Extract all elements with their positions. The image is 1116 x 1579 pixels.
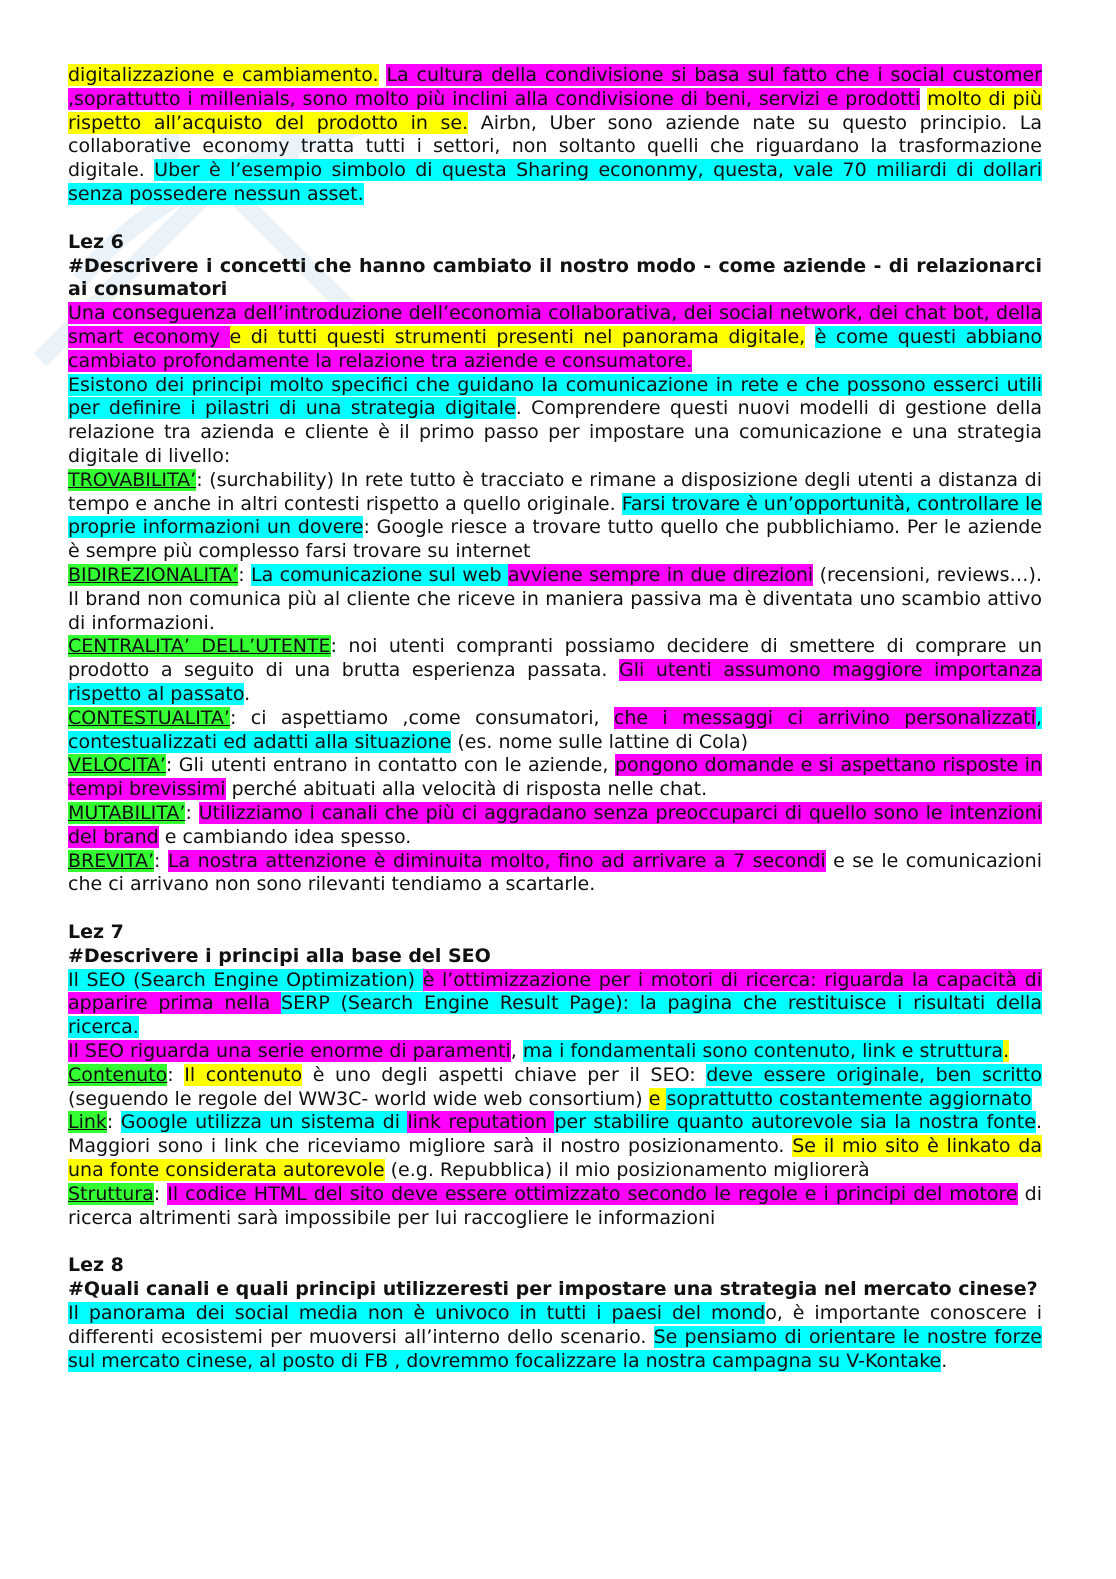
- paragraph: [68, 1040, 1042, 1064]
- highlighted-text: è come questi abbiano: [814, 325, 1042, 348]
- highlighted-text: pongono domande e si aspettano risposte in tempi brevissimi: [68, 754, 1042, 801]
- highlighted-text: La cultura della condivisione si basa sul fatto che i social customer ,soprattutto i millenials, sono molto più inclini alla condivisione di beni, servizi e prodotti: [68, 64, 1042, 110]
- keyword-label: BIDIREZIONALITA’: [68, 563, 239, 586]
- highlighted-text: rispetto al passato: [68, 682, 245, 705]
- text-run: .: [244, 682, 251, 705]
- paragraph: [68, 469, 1042, 564]
- highlighted-text: che i messaggi ci arrivino personalizzati: [613, 706, 1036, 729]
- document-page: [68, 64, 1042, 1373]
- text-run: Airbn, Uber sono aziende nate su questo principio. La collaborative economy tratta tutti i settori, non soltanto quelli che riguardano la trasformazione digitale.: [68, 111, 1042, 182]
- question-heading: #Descrivere i concetti che hanno cambiato il nostro modo - come aziende - di relazionarci ai consumatori: [68, 254, 1042, 301]
- highlighted-text: e: [648, 1087, 667, 1110]
- text-run: e cambiando idea spesso.: [158, 825, 412, 848]
- highlighted-text: Il codice HTML del sito deve essere ottimizzato secondo le regole e i principi del motore: [167, 1182, 1018, 1205]
- highlighted-text: Il panorama dei social media non è univoco in tutti i paesi del mond: [68, 1302, 766, 1325]
- keyword-label: Contenuto: [68, 1063, 168, 1086]
- highlighted-text: Gli utenti assumono maggiore importanza: [618, 659, 1043, 682]
- text-run: :: [185, 801, 199, 824]
- paragraph: [68, 1183, 1042, 1231]
- paragraph: [68, 302, 1042, 373]
- highlighted-text: Google utilizza un sistema di: [120, 1111, 408, 1134]
- section-gap: [68, 1230, 1042, 1254]
- highlighted-text: SERP (Search Engine Result Page): la pagina che restituisce i risultati della ricerca.: [68, 992, 1042, 1039]
- highlighted-text: per stabilire quanto autorevole sia la nostra fonte: [554, 1111, 1036, 1134]
- text-run: : Gli utenti entrano in contatto con le aziende,: [165, 754, 615, 777]
- paragraph: [68, 635, 1042, 706]
- question-heading: #Descrivere i principi alla base del SEO: [68, 944, 491, 967]
- highlighted-text: deve essere originale, ben scritto: [706, 1063, 1042, 1086]
- paragraph: [68, 1064, 1042, 1112]
- keyword-label: Link: [68, 1111, 107, 1134]
- text-run: e se le comunicazioni che ci arrivano non sono rilevanti tendiamo a scartarle.: [68, 849, 1042, 896]
- paragraph: [68, 850, 1042, 898]
- lesson-heading: Lez 7: [68, 921, 124, 944]
- highlighted-text: .: [1003, 1040, 1010, 1063]
- highlighted-text: soprattutto costantemente aggiornato: [666, 1087, 1032, 1110]
- text-run: :: [106, 1111, 121, 1134]
- paragraph: [68, 802, 1042, 850]
- text-run: (recensioni, reviews…). Il brand non comunica più al cliente che riceve in maniera passiva ma è diventata uno scambio attivo di informazioni.: [68, 563, 1042, 634]
- keyword-label: CENTRALITA’ DELL’UTENTE: [68, 635, 331, 658]
- lesson-heading: Lez 8: [68, 1254, 124, 1277]
- paragraph: [68, 707, 1042, 755]
- text-run: :: [153, 1182, 168, 1205]
- highlighted-text: Il SEO (Search Engine Optimization): [68, 968, 423, 991]
- highlighted-text: Il contenuto: [184, 1063, 303, 1086]
- paragraph: [68, 374, 1042, 469]
- text-run: . Maggiori sono i link che riceviamo migliore sarà il nostro posizionamento.: [68, 1111, 1042, 1158]
- highlighted-text: link reputation: [407, 1111, 555, 1134]
- paragraph: [68, 64, 1042, 207]
- highlighted-text: molto di più rispetto all’acquisto del prodotto in se.: [68, 87, 1042, 134]
- text-run: perché abituati alla velocità di risposta nelle chat.: [225, 778, 708, 801]
- paragraph: [68, 1111, 1042, 1182]
- text-run: : (surchability) In rete tutto è tracciato e rimane a disposizione degli utenti a distanza di tempo e anche in altri contesti rispetto a quello originale.: [68, 468, 1042, 515]
- highlighted-text: Uber è l’esempio simbolo di questa Sharing econonmy, questa, vale 70 miliardi di dollari senza possedere nessun asset.: [68, 159, 1042, 205]
- keyword-label: CONTESTUALITA’: [68, 706, 230, 729]
- highlighted-text: ma i fondamentali sono contenuto, link e struttura: [522, 1040, 1004, 1063]
- highlighted-text: Una conseguenza dell’introduzione dell’economia collaborativa, dei social network, dei chat bot, della smart economy: [68, 302, 1042, 348]
- paragraph: [68, 969, 1042, 1040]
- text-run: (es. nome sulle lattine di Cola): [451, 730, 749, 753]
- highlighted-text: è l’ottimizzazione per i motori di ricerca: riguarda la capacità di apparire prima nella: [68, 968, 1042, 1015]
- highlighted-text: e di tutti questi strumenti presenti nel panorama digitale,: [229, 325, 806, 348]
- text-run: ,: [510, 1040, 523, 1063]
- keyword-label: TROVABILITA’: [68, 468, 197, 491]
- paragraph: [68, 754, 1042, 802]
- text-run: .: [941, 1349, 948, 1372]
- keyword-label: MUTABILITA’: [68, 801, 186, 824]
- text-run: o, è importante conoscere i differenti ecosistemi per muoversi all’interno dello scenario.: [68, 1302, 1042, 1348]
- text-run: :: [238, 563, 252, 586]
- paragraph: [68, 564, 1042, 635]
- text-run: . Comprendere questi nuovi modelli di gestione della relazione tra azienda e cliente è il primo passo per impostare una comunicazione e una strategia digitale di livello:: [68, 397, 1042, 467]
- highlighted-text: La nostra attenzione è diminuita molto, fino ad arrivare a 7 secondi: [167, 849, 826, 872]
- paragraph: [68, 1302, 1042, 1373]
- highlighted-text: Il SEO riguarda una serie enorme di paramenti: [68, 1040, 511, 1063]
- text-run: :: [154, 849, 168, 872]
- text-run: è uno degli aspetti chiave per il SEO:: [302, 1063, 707, 1086]
- text-run: (seguendo le regole del WW3C- world wide web consortium): [68, 1087, 649, 1110]
- text-run: : ci aspettiamo ,come consumatori,: [229, 706, 614, 729]
- highlighted-text: digitalizzazione e cambiamento.: [68, 64, 379, 86]
- highlighted-text: cambiato profondamente la relazione tra aziende e consumatore.: [68, 349, 693, 372]
- question-heading: #Quali canali e quali principi utilizzeresti per impostare una strategia nel mercato cinese?: [68, 1278, 1038, 1301]
- section-gap: [68, 207, 1042, 231]
- lesson-heading: Lez 6: [68, 230, 124, 253]
- highlighted-text: Esistono dei principi molto specifici che guidano la comunicazione in rete e che possono esserci utili per definire i pilastri di una strategia digitale: [68, 373, 1042, 420]
- highlighted-text: , contestualizzati ed adatti alla situazione: [68, 706, 1042, 753]
- keyword-label: BREVITA’: [68, 849, 155, 872]
- text-run: :: [167, 1063, 185, 1086]
- highlighted-text: La comunicazione sul web: [251, 563, 508, 586]
- keyword-label: Struttura: [68, 1182, 154, 1205]
- highlighted-text: avviene sempre in due direzioni: [507, 563, 814, 586]
- text-run: di ricerca altrimenti sarà impossibile per lui raccogliere le informazioni: [68, 1182, 1042, 1229]
- text-run: [805, 326, 815, 348]
- highlighted-text: Se pensiamo di orientare le nostre forze sul mercato cinese, al posto di FB , dovremmo focalizzare la nostra campagna su V-Kontake: [68, 1325, 1042, 1372]
- text-run: : noi utenti compranti possiamo decidere di smettere di comprare un prodotto a seguito di una brutta esperienza passata.: [68, 635, 1042, 682]
- text-run: : Google riesce a trovare tutto quello che pubblichiamo. Per le aziende è sempre più complesso farsi trovare su internet: [68, 516, 1042, 563]
- text-run: (e.g. Repubblica) il mio posizionamento migliorerà: [384, 1159, 870, 1182]
- highlighted-text: Farsi trovare è un’opportunità, controllare le proprie informazioni un dovere: [68, 492, 1042, 539]
- section-gap: [68, 897, 1042, 921]
- highlighted-text: Utilizziamo i canali che più ci aggradano senza preoccuparci di quello sono le intenzioni del brand: [68, 801, 1042, 848]
- highlighted-text: Se il mio sito è linkato da una fonte considerata autorevole: [68, 1135, 1042, 1182]
- keyword-label: VELOCITA’: [68, 754, 166, 777]
